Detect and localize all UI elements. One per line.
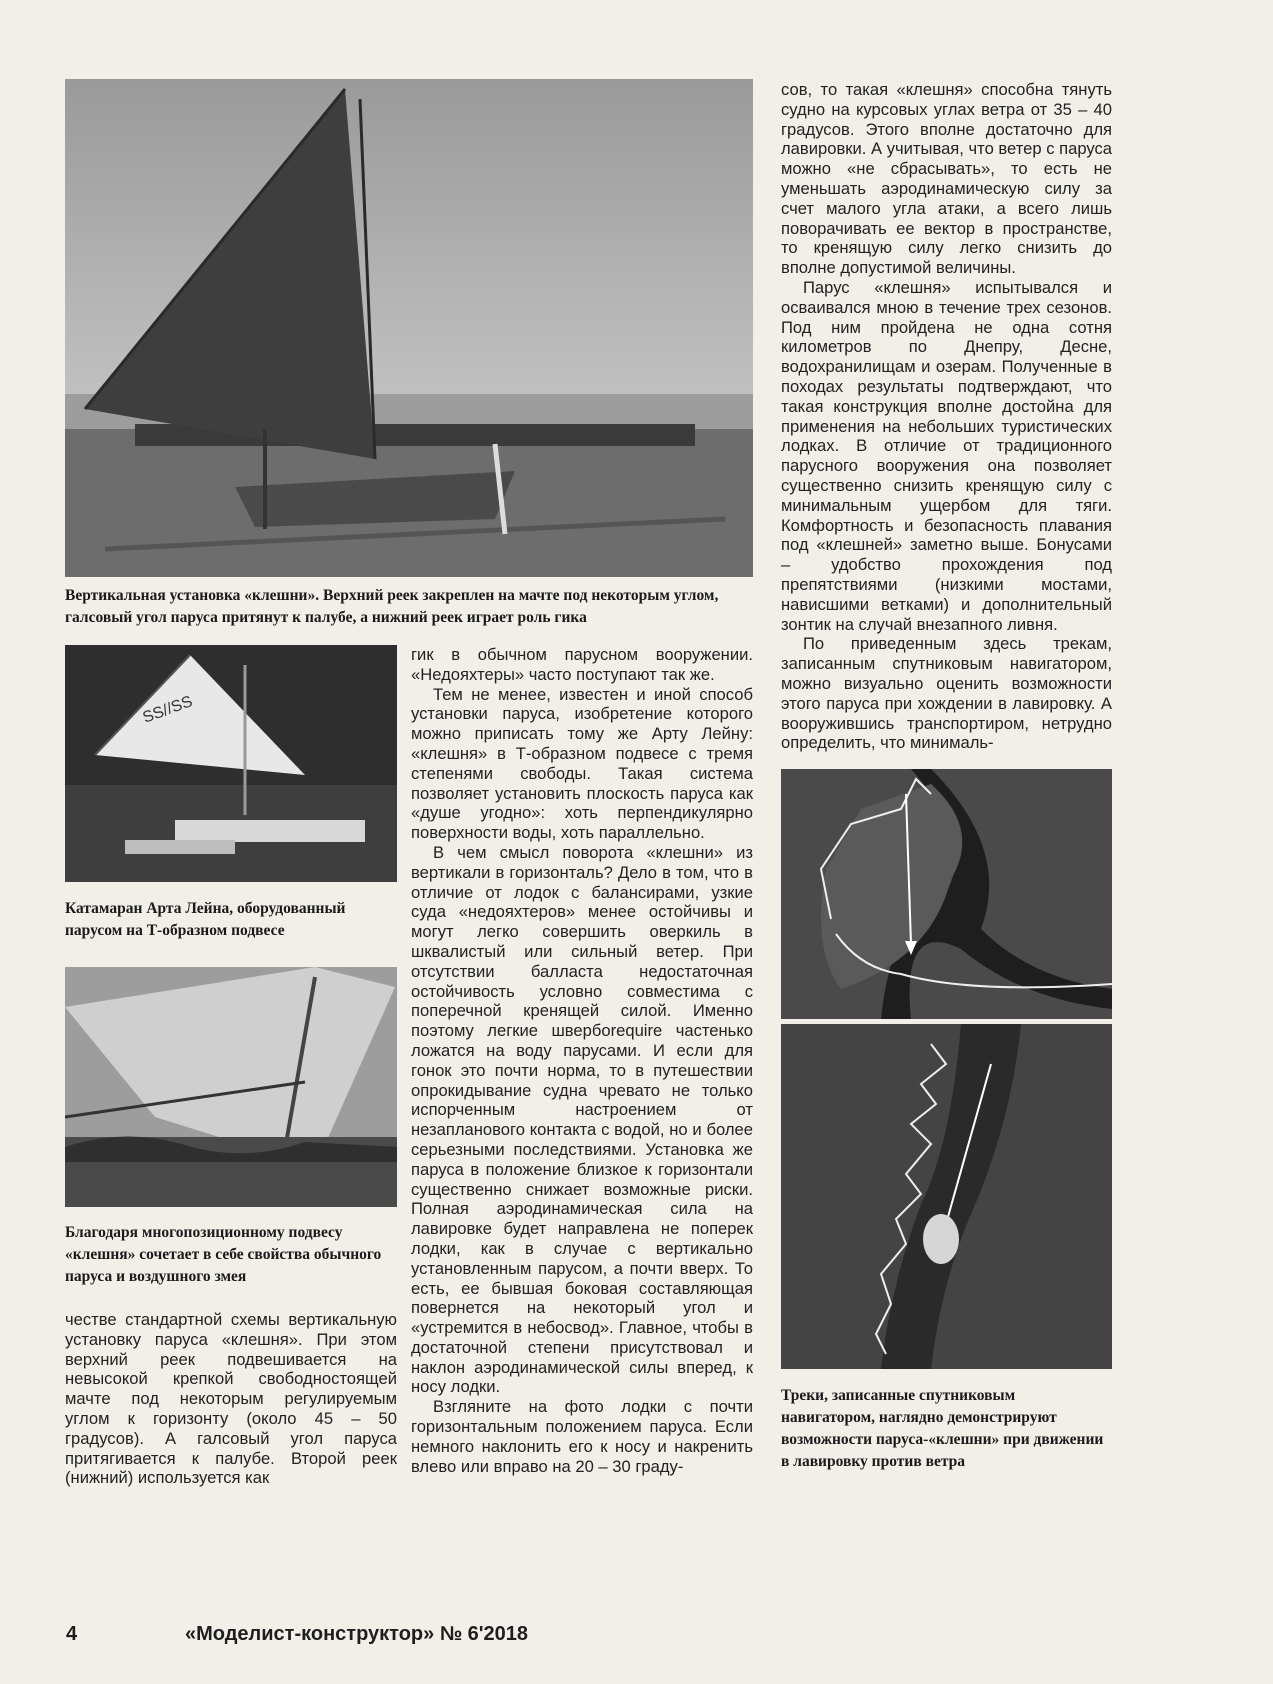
middle-text-column <box>411 645 753 1476</box>
paragraph: Парус «клешня» испытывался и осваивался мною в течение трех сезонов. Под ним пройдена не одна сотня километров по Днепру, Десне, водохранилищам и озерам. Полученные в походах результаты подтверждают, что такая конструкция вполне достойна для применения на небольших туристических лодках. В отличие от традиционного парусного вооружения она позволяет существенно снизить кренящую силу с минимальным ущербом для тяги. Комфортность и безопасность плавания под «клешней» заметно выше. Бонусами – удобство прохождения под препятствиями (низкими мостами, нависшими ветками) и дополнительный зонтик на случай внезапного ливня. <box>781 277 1112 634</box>
photo-vertical-sail-boat <box>65 79 753 577</box>
photo-gps-track-2 <box>781 1024 1112 1369</box>
paragraph: гик в обычном парусном вооружении. «Недояхтеры» часто поступают так же. <box>411 645 753 684</box>
paragraph: честве стандартной схемы вертикальную установку паруса «клешня». При этом верхний реек подвешивается на невысокой крепкой свободностоящей мачте под некоторым регулируемым углом к горизонту (около 45 – 50 градусов). А галсовый угол паруса притягивается к палубе. Второй реек (нижний) используется как <box>65 1310 397 1488</box>
sail-marking: SS//SS <box>140 693 195 727</box>
photo-gps-track-1 <box>781 769 1112 1019</box>
magazine-title: «Моделист-конструктор» № 6'2018 <box>185 1623 529 1645</box>
paragraph: В чем смысл поворота «клешни» из вертикали в горизонталь? Дело в том, что в отличие от лодок с балансирами, узкие суда «недояхтеров» менее остойчивы и могут легко совершить оверкиль в шквалистый или сильный ветер. При отсутствии балласта недостаточная остойчивость условно совместима с поперечной кренящей силой. Именно поэтому легкие швербоrequire частенько ложатся на воду парусами. И если для гонок это почти норма, то в путешествии опрокидывание судна чревато не только испорченным настроением от незапланового контакта с водой, но и более серьезными последствиями. Установка же паруса в положение близкое к горизонтали существенно снижает возможные риски. Полная аэродинамическая сила на лавировке будет направлена не поперек лодки, как в случае с вертикально установленным парусом, а почти вверх. То есть, ее бывшая боковая составляющая повернется на некоторый угол и «устремится в небосвод». Главное, чтобы в достаточной степени присутствовал и наклон аэродинамической силы вперед, к носу лодки. <box>411 842 753 1397</box>
photo-multi-position-sail <box>65 967 397 1207</box>
caption-catamaran: Катамаран Арта Лейна, оборудованный парусом на Т-образном подвесе <box>65 900 346 939</box>
caption-vertical-sail: Вертикальная установка «клешни». Верхний реек закреплен на мачте под некоторым углом, галсовый угол паруса притянут к палубе, а нижний реек играет роль гика <box>65 587 719 626</box>
caption-multi-position: Благодаря многопозиционному подвесу «клешня» сочетает в себе свойства обычного паруса и воздушного змея <box>65 1224 382 1285</box>
photo-catamaran <box>65 645 397 882</box>
paragraph: По приведенным здесь трекам, записанным спутниковым навигатором, можно визуально оценить возможности этого паруса при хождении в лавировку. А вооружившись транспортиром, нетрудно определить, что минималь- <box>781 634 1112 753</box>
right-text-column <box>781 80 1112 753</box>
caption-gps-tracks: Треки, записанные спутниковым навигатором, наглядно демонстрируют возможности паруса-«клешни» при движении в лавировку против ветра <box>781 1387 1104 1470</box>
paragraph: сов, то такая «клешня» способна тянуть судно на курсовых углах ветра от 35 – 40 градусов. Этого вполне достаточно для лавировки. А учитывая, что ветер с паруса можно «не сбрасывать», то есть не уменьшать аэродинамическую силу за счет малого угла атаки, а всего лишь поворачивать ее вектор в пространстве, то кренящую силу легко снизить до вполне допустимой величины. <box>781 80 1112 278</box>
page-number: 4 <box>66 1623 78 1645</box>
left-text-column <box>65 1310 397 1488</box>
paragraph: Тем не менее, известен и иной способ установки паруса, изобретение которого можно приписать тому же Арту Лейну: «клешня» в Т-образном подвесе с тремя степенями свободы. Такая система позволяет установить плоскость паруса как «душе угодно»: хоть перпендикулярно поверхности воды, хоть параллельно. <box>411 684 753 843</box>
paragraph: Взгляните на фото лодки с почти горизонтальным положением паруса. Если немного наклонить его к носу и накренить влево или вправо на 20 – 30 граду- <box>411 1397 753 1476</box>
